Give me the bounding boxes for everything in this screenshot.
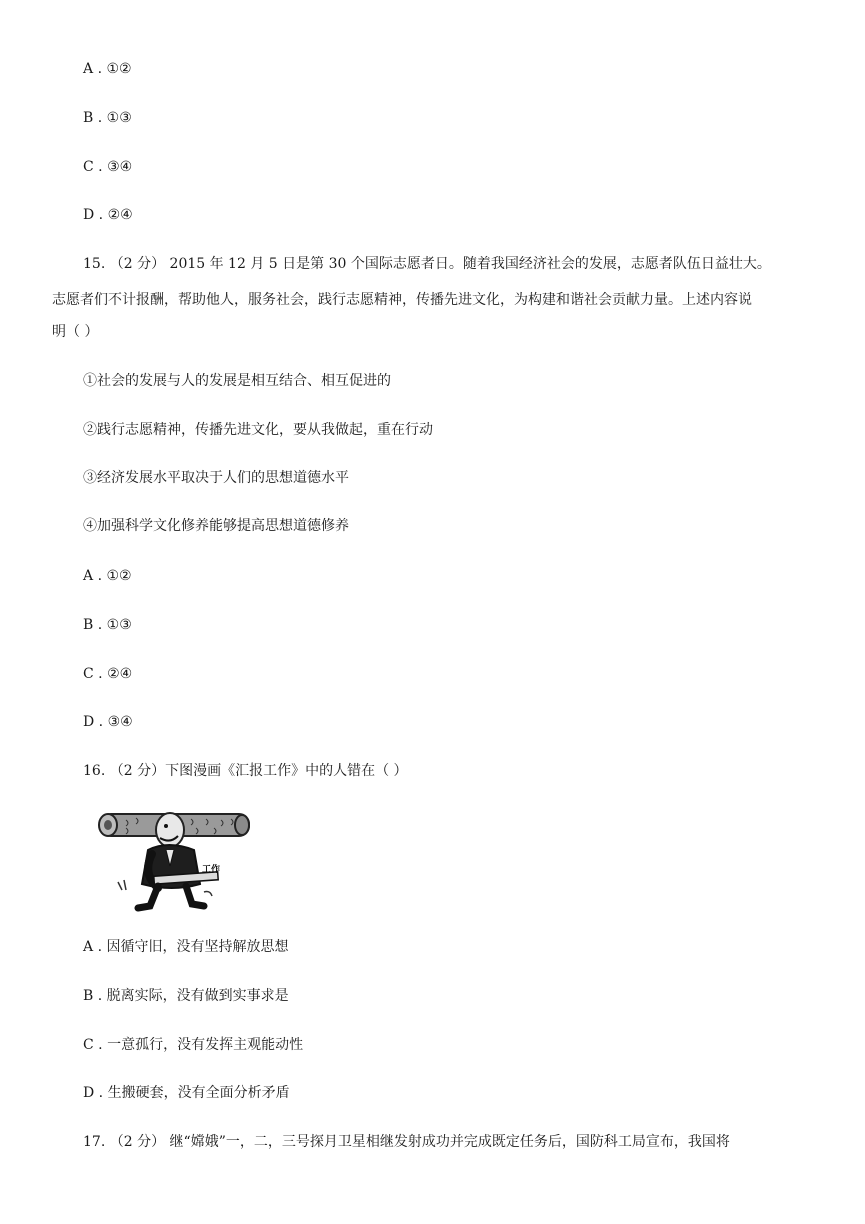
q16-stem: 16. （2 分）下图漫画《汇报工作》中的人错在（ ） [83, 763, 408, 779]
q17-stem: 17. （2 分） 继“嫦娥”一，二，三号探月卫星相继发射成功并完成既定任务后，国防科工局宣布，我国将 [83, 1134, 730, 1150]
q16-option-b: B . 脱离实际，没有做到实事求是 [83, 988, 289, 1004]
cartoon-paper-label: 工作 [202, 865, 221, 875]
q15-statement-2: ②践行志愿精神，传播先进文化，要从我做起，重在行动 [83, 422, 433, 438]
q17-score: （2 分） [109, 1134, 166, 1150]
q16-score: （2 分） [109, 763, 166, 779]
q15-stem-line-2: 志愿者们不计报酬，帮助他人，服务社会，践行志愿精神，传播先进文化，为构建和谐社会贡献力量。上述内容说 [52, 292, 752, 308]
q15-statement-3: ③经济发展水平取决于人们的思想道德水平 [83, 470, 349, 486]
q15-option-d: D . ③④ [83, 714, 133, 730]
q16-option-c: C . 一意孤行，没有发挥主观能动性 [83, 1037, 304, 1053]
q16-option-d: D . 生搬硬套，没有全面分析矛盾 [83, 1085, 290, 1101]
q14-option-a: A . ①② [83, 61, 132, 77]
q15-score: （2 分） [109, 256, 166, 272]
q14-option-d: D . ②④ [83, 207, 133, 223]
q15-option-a: A . ①② [83, 568, 132, 584]
q15-statement-1: ①社会的发展与人的发展是相互结合、相互促进的 [83, 373, 391, 389]
q15-option-b: B . ①③ [83, 617, 132, 633]
q14-option-b: B . ①③ [83, 110, 132, 126]
q14-option-c: C . ③④ [83, 159, 133, 175]
q16-option-a: A . 因循守旧，没有坚持解放思想 [83, 939, 289, 955]
q15-stem-line-1: 15. （2 分） 2015 年 12 月 5 日是第 30 个国际志愿者日。随着我国经济社会的发展，志愿者队伍日益壮大。 [83, 256, 771, 272]
q16-cartoon-image [96, 806, 254, 914]
q15-number: 15. [83, 256, 106, 272]
q15-stem-line-3: 明（ ） [52, 324, 99, 340]
q15-option-c: C . ②④ [83, 666, 133, 682]
q16-number: 16. [83, 763, 106, 779]
q17-number: 17. [83, 1134, 106, 1150]
q15-statement-4: ④加强科学文化修养能够提高思想道德修养 [83, 518, 349, 534]
